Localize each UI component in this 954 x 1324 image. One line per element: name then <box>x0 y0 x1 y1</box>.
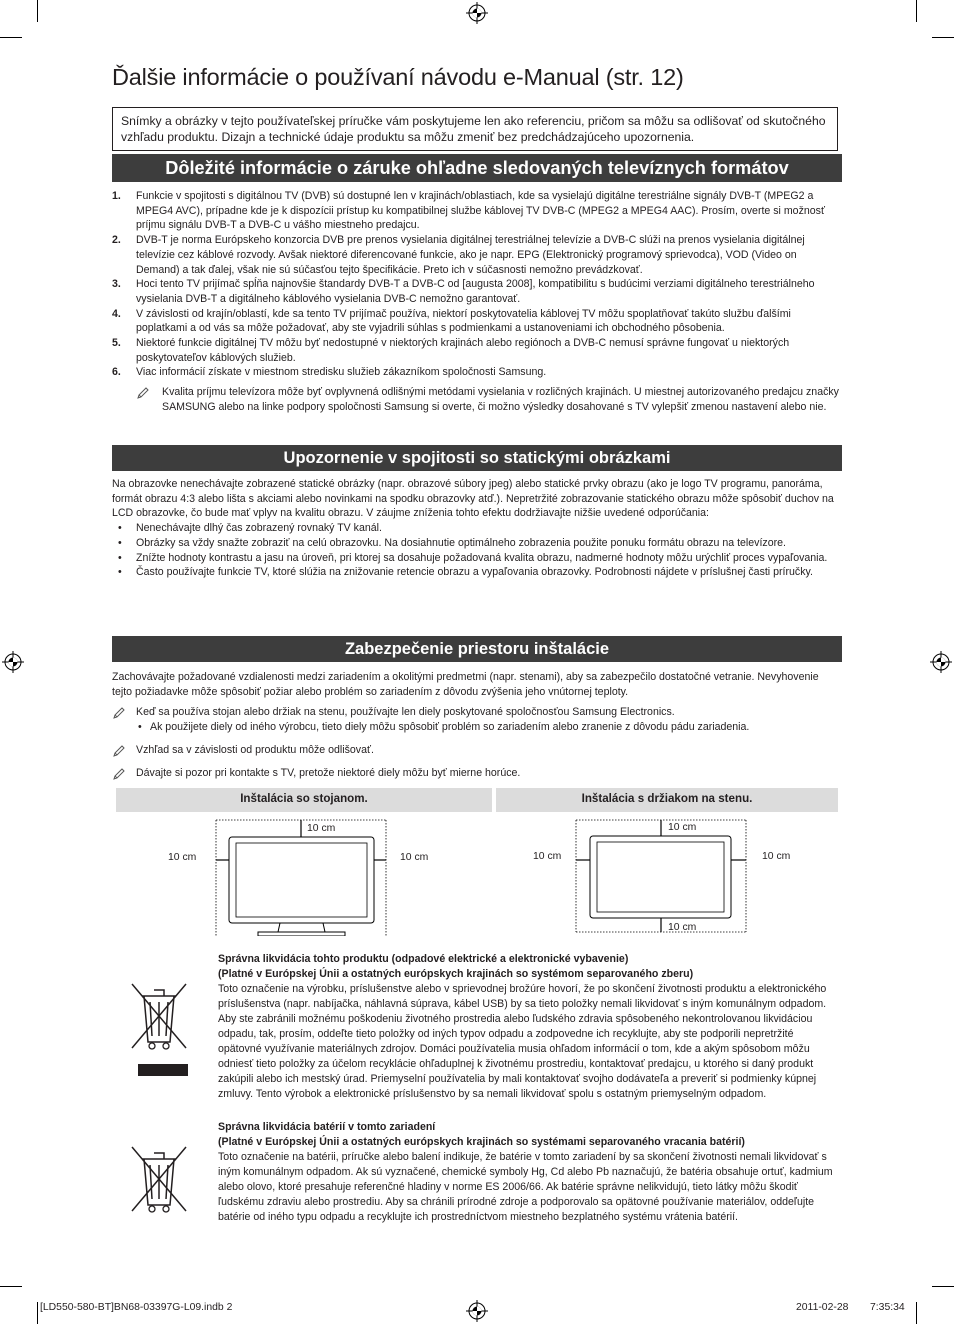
distance-label: 10 cm <box>762 851 791 862</box>
wall-installation-diagram <box>530 816 820 936</box>
installation-note: Dávajte si pozor pri kontakte s TV, pretože niektoré diely môžu byť mierne horúce. <box>112 766 840 781</box>
installation-section <box>112 670 840 780</box>
note-pencil-icon <box>136 386 150 400</box>
battery-disposal-title: Správna likvidácia batérií v tomto zariadení <box>218 1121 436 1133</box>
distance-label: 10 cm <box>307 823 336 834</box>
product-disposal-subtitle: (Platné v Európskej Únii a ostatných európskych krajinách so systémom separovaného zberu) <box>218 968 694 980</box>
crop-mark <box>0 1286 22 1287</box>
wall-installation-header: Inštalácia s držiakom na stenu. <box>496 788 838 812</box>
page-title: Ďalšie informácie o používaní návodu e-Manual (str. 12) <box>112 64 684 90</box>
distance-label: 10 cm <box>533 851 562 862</box>
footer-date: 2011-02-28 <box>796 1302 849 1313</box>
list-item: • Obrázky sa vždy snažte zobraziť na celú obrazovku. Na dosiahnutie optimálneho zobrazenia použite ponuku formátu obrazu na televízore. <box>118 536 786 549</box>
crop-mark <box>932 1286 954 1287</box>
product-disposal-title: Správna likvidácia tohto produktu (odpadové elektrické a elektronické vybavenie) <box>218 953 629 965</box>
note-pencil-icon <box>112 706 126 720</box>
list-item: • Ak použijete diely od iného výrobcu, tieto diely môžu spôsobiť problém so zariadením alebo zranenie z dôvodu pádu zariadenia. <box>138 721 750 734</box>
crop-mark <box>916 0 917 22</box>
crop-mark <box>932 37 954 38</box>
footer-file: [LD550-580-BT]BN68-03397G-L09.indb 2 <box>40 1302 233 1313</box>
note-pencil-icon <box>112 767 126 781</box>
distance-label: 10 cm <box>168 852 197 863</box>
distance-label: 10 cm <box>400 852 429 863</box>
crossed-bin-icon <box>128 1143 190 1215</box>
section-heading-still-image: Upozornenie v spojitosti so statickými obrázkami <box>112 445 842 471</box>
registration-mark-icon <box>930 651 952 673</box>
battery-disposal-text: Toto označenie na batérii, príručke alebo balení indikuje, že batérie v tomto zariadení by sa skončení životnosti nemali likvidovať s iným komunálnym odpadom. Ak sú vyznačené, chemické symboly Hg, Cd alebo Pb naznačujú, že batéria obsahuje ortuť, kadmium alebo olovo, ktoré presahuje referenčné hladiny v norme ES 2006/66. Ak batérie správne nelikvidujú, tieto látky môžu škodiť ľudskému zdraviu alebo prostrediu. Aby sa chránili prírodné zdroje a podporovalo sa opätovné používanie materiálov, oddeľujte batérie od iného typu odpadu a recyklujte ich prostredníctvom miestneho bezplatného systému vrátenia batérií. <box>218 1151 833 1223</box>
crop-mark <box>37 0 38 22</box>
registration-mark-icon <box>466 2 488 24</box>
distance-label: 10 cm <box>668 822 697 833</box>
list-item: • Znížte hodnoty kontrastu a jasu na úroveň, pri ktorej sa dosahuje požadovaná kvalita obrazu, nadmerné hodnoty môžu urýchliť proces vypaľovania. <box>118 551 828 564</box>
warranty-list <box>112 189 842 415</box>
list-item: 1. Funkcie v spojitosti s digitálnou TV (DVB) sú dostupné len v krajinách/oblastiach, kde sa vysielajú digitálne terestriálne signály DVB-T (MPEG2 a MPEG4 AVC), prípadne kde je k dispozícii prístup ku kompatibilnej službe káblovej TV DVB-C (MPEG2 a MPEG4 AAC). Prosím, overte si možnosť príjmu signálu DVB-T a DVB-C u vášho miestneho predajcu. <box>112 190 825 232</box>
registration-mark-icon <box>2 651 24 673</box>
note-pencil-icon <box>112 744 126 758</box>
crop-mark <box>0 37 22 38</box>
list-item: • Často používajte funkcie TV, ktoré slúžia na znižovanie retencie obrazu a vypaľovania obrazovky. Podrobnosti nájdete v príslušnej časti príručky. <box>118 566 813 579</box>
battery-disposal-subtitle: (Platné v Európskej Únii a ostatných európskych krajinách so systémami separovaného vracania batérií) <box>218 1136 745 1148</box>
footer-time: 7:35:34 <box>870 1302 905 1313</box>
stand-installation-header: Inštalácia so stojanom. <box>116 788 492 812</box>
warranty-note: Kvalita príjmu televízora môže byť ovplyvnená odlišnými metódami vysielania v rozličných krajinách. U miestnej autorizovaného predajcu značky SAMSUNG alebo na linke podpory spoločnosti Samsung si overte, či možno výsledky dosahované s TV vylepšiť zmenou nastavení alebo nie. <box>112 385 842 414</box>
crop-mark <box>916 1302 917 1324</box>
crop-mark <box>37 1302 38 1324</box>
installation-intro: Zachovávajte požadované vzdialenosti medzi zariadením a okolitými predmetmi (napr. stenami), aby sa zabezpečilo dostatočné vetranie. Nevyhovenie tejto požiadavke môže spôsobiť požiar alebo problém so zariadením z dôvodu zvýšenia jeho vnútornej teploty. <box>112 671 819 698</box>
installation-note: Keď sa používa stojan alebo držiak na stenu, používajte len diely poskytované spoločnosťou Samsung Electronics. <box>112 705 840 720</box>
section-heading-installation: Zabezpečenie priestoru inštalácie <box>112 636 842 662</box>
distance-label: 10 cm <box>668 922 697 933</box>
product-disposal-text: Toto označenie na výrobku, príslušenstve alebo v sprievodnej brožúre hovorí, že po skončení životnosti produktu a elektronického príslušenstva (napr. nabíjačka, náhlavná súprava, kábel USB) by sa tieto položky nemali likvidovať s iným komunálnym odpadom. Aby ste zabránili možnému poškodeniu životného prostredia alebo ľudského zdravia spôsobeného nekontrolovanou likvidáciou odpadu, tak, prosím, oddeľte tieto položky od iných typov odpadu a zodpovedne ich recyklujte, aby ste podporili nepretržité opätovné využívanie materiálnych zdrojov. Domáci používatelia musia ohľadom informácií o tom, kde a akým spôsobom môžu odniesť tieto položky za účelom recyklácie ohľaduplnej k životnému prostrediu, kontaktovať predajcu, u ktorého si daný produkt zakúpili alebo ich mestský úrad. Priemyselní používatelia by mali kontaktovať svojho dodávateľa a preveriť si podmienky kúpnej zmluvy. Tento výrobok a elektronické príslušenstvo by sa nemali likvidovať spolu s ostatným priemyselným odpadom. <box>218 983 827 1100</box>
list-item: • Nenechávajte dlhý čas zobrazený rovnaký TV kanál. <box>118 522 382 535</box>
list-item: 5. Niektoré funkcie digitálnej TV môžu byť nedostupné v niektorých krajinách alebo regiónoch a DVB-C nemusí správne fungovať u niektorých poskytovateľov káblových služieb. <box>112 337 790 364</box>
battery-disposal <box>218 1120 838 1225</box>
product-disposal <box>218 952 838 1102</box>
crossed-bin-icon <box>128 980 190 1078</box>
list-item: 4. V závislosti od krajín/oblastí, kde sa tento TV prijímač používa, niektorí poskytovatelia káblovej TV môžu spoplatňovať takúto službu ďalšími poplatkami a od vás sa môže požadovať, aby ste vyjadrili súhlas s podmienkami a ustanoveniami ich obchodného pôsobenia. <box>112 307 791 335</box>
still-image-intro: Na obrazovke nenechávajte zobrazené statické obrázky (napr. obrazové súbory jpeg) alebo statické prvky obrazu (ako je logo TV programu, panoráma, formát obrazu 4:3 alebo lišta s akciami alebo novinkami na spodku obrazovky atď.). Nepretržité zobrazovanie statického obrazu môže spôsobiť duchov na LCD obrazovke, čo bude mať vplyv na kvalitu obrazu. V záujme zníženia tohto efektu dodržiavajte nižšie uvedené odporúčania: <box>112 478 834 520</box>
list-item: 6. Viac informácií získate v miestnom stredisku služieb zákazníkom spoločnosti Samsung. <box>112 366 547 379</box>
registration-mark-icon <box>466 1300 488 1322</box>
still-image-section <box>112 477 840 580</box>
section-heading-warranty: Dôležité informácie o záruke ohľadne sledovaných televíznych formátov <box>112 154 842 182</box>
stand-installation-diagram <box>160 816 450 936</box>
list-item: 3. Hoci tento TV prijímač spĺňa najnovšie štandardy DVB-T a DVB-C od [augusta 2008], kompatibilitu s budúcimi verziami digitálneho terestriálneho vysielania DVB-T a digitálneho káblového vysielania DVB-C nemožno garantovať. <box>112 278 815 305</box>
disclaimer-box: Snímky a obrázky v tejto používateľskej príručke vám poskytujeme len ako referenciu, pričom sa môžu sa odlišovať od skutočného vzhľadu produktu. Dizajn a technické údaje produktu sa môžu zmeniť bez predchádzajúceho upozornenia. <box>112 107 838 151</box>
installation-note: Vzhľad sa v závislosti od produktu môže odlišovať. <box>112 743 840 758</box>
list-item: 2. DVB-T je norma Európskeho konzorcia DVB pre prenos vysielania digitálnej terestriálnej televízie a DVB-C slúži na prenos vysielania digitálnej televízie cez káblové rozvody. Avšak niektoré diferencované funkcie, ako je napr. EPG (Elektronický programový sprievodca), VOD (Video on Demand) a tak ďalej, však nie sú súčasťou tejto špecifikácie. Preto ich v súčasnosti nemožno prevádzkovať. <box>112 234 805 276</box>
